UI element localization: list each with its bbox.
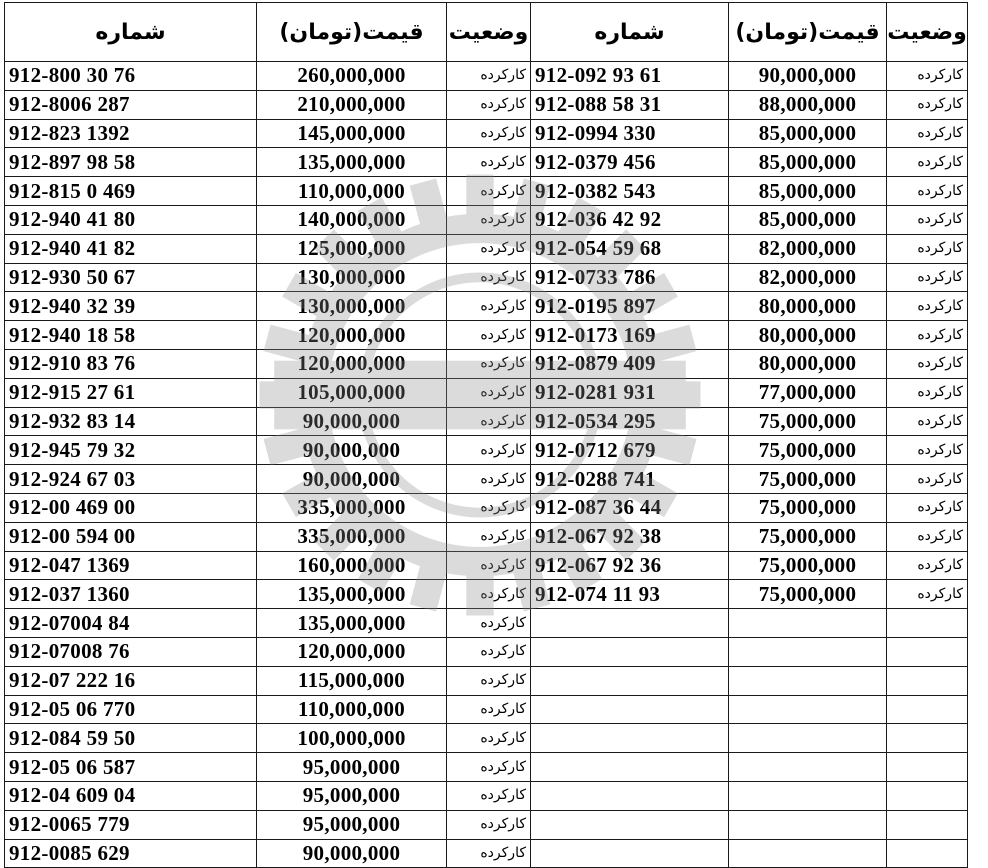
left-number-cell: 912-945 79 32 bbox=[5, 436, 257, 465]
left-number-cell: 912-930 50 67 bbox=[5, 263, 257, 292]
price-list-table bbox=[4, 2, 968, 868]
right-status-cell: کارکرده bbox=[887, 522, 968, 551]
right-number-cell: 912-0379 456 bbox=[531, 148, 729, 177]
empty-cell bbox=[531, 724, 729, 753]
right-number-cell: 912-0712 679 bbox=[531, 436, 729, 465]
left-price-cell: 110,000,000 bbox=[257, 695, 447, 724]
table-row bbox=[5, 436, 968, 465]
left-status-cell: کارکرده bbox=[447, 177, 531, 206]
empty-cell bbox=[729, 839, 887, 868]
left-price-cell: 260,000,000 bbox=[257, 62, 447, 91]
left-number-cell: 912-07 222 16 bbox=[5, 666, 257, 695]
right-status-cell: کارکرده bbox=[887, 465, 968, 494]
left-status-cell: کارکرده bbox=[447, 810, 531, 839]
right-price-cell: 85,000,000 bbox=[729, 177, 887, 206]
left-status-cell: کارکرده bbox=[447, 62, 531, 91]
empty-cell bbox=[531, 637, 729, 666]
left-status-cell: کارکرده bbox=[447, 522, 531, 551]
left-status-cell: کارکرده bbox=[447, 839, 531, 868]
table-row bbox=[5, 62, 968, 91]
left-number-cell: 912-8006 287 bbox=[5, 90, 257, 119]
table-row bbox=[5, 839, 968, 868]
empty-cell bbox=[729, 781, 887, 810]
empty-cell bbox=[531, 609, 729, 638]
left-price-cell: 95,000,000 bbox=[257, 781, 447, 810]
right-price-cell: 82,000,000 bbox=[729, 263, 887, 292]
empty-cell bbox=[729, 724, 887, 753]
right-number-cell: 912-088 58 31 bbox=[531, 90, 729, 119]
table-row bbox=[5, 148, 968, 177]
right-price-cell: 85,000,000 bbox=[729, 119, 887, 148]
left-number-cell: 912-05 06 587 bbox=[5, 753, 257, 782]
left-number-cell: 912-897 98 58 bbox=[5, 148, 257, 177]
left-number-cell: 912-815 0 469 bbox=[5, 177, 257, 206]
right-number-cell: 912-0994 330 bbox=[531, 119, 729, 148]
right-status-cell: کارکرده bbox=[887, 90, 968, 119]
right-number-cell: 912-0173 169 bbox=[531, 321, 729, 350]
right-number-cell: 912-0288 741 bbox=[531, 465, 729, 494]
left-price-cell: 105,000,000 bbox=[257, 378, 447, 407]
left-number-cell: 912-07004 84 bbox=[5, 609, 257, 638]
left-price-cell: 160,000,000 bbox=[257, 551, 447, 580]
empty-cell bbox=[531, 666, 729, 695]
left-price-cell: 135,000,000 bbox=[257, 609, 447, 638]
empty-cell bbox=[887, 695, 968, 724]
left-number-cell: 912-800 30 76 bbox=[5, 62, 257, 91]
right-price-cell: 75,000,000 bbox=[729, 465, 887, 494]
table-row bbox=[5, 263, 968, 292]
right-status-cell: کارکرده bbox=[887, 119, 968, 148]
left-status-cell: کارکرده bbox=[447, 90, 531, 119]
left-number-cell: 912-00 594 00 bbox=[5, 522, 257, 551]
header-price-left: قیمت(تومان) bbox=[257, 3, 447, 62]
left-status-cell: کارکرده bbox=[447, 321, 531, 350]
table-row bbox=[5, 609, 968, 638]
left-price-cell: 135,000,000 bbox=[257, 580, 447, 609]
table-row bbox=[5, 637, 968, 666]
right-price-cell: 75,000,000 bbox=[729, 407, 887, 436]
right-number-cell: 912-092 93 61 bbox=[531, 62, 729, 91]
empty-cell bbox=[729, 753, 887, 782]
left-number-cell: 912-915 27 61 bbox=[5, 378, 257, 407]
table-row bbox=[5, 465, 968, 494]
right-price-cell: 75,000,000 bbox=[729, 580, 887, 609]
right-status-cell: کارکرده bbox=[887, 263, 968, 292]
right-number-cell: 912-054 59 68 bbox=[531, 234, 729, 263]
left-number-cell: 912-084 59 50 bbox=[5, 724, 257, 753]
header-row bbox=[5, 3, 968, 62]
left-price-cell: 95,000,000 bbox=[257, 810, 447, 839]
right-number-cell: 912-0879 409 bbox=[531, 349, 729, 378]
right-status-cell: کارکرده bbox=[887, 321, 968, 350]
right-number-cell: 912-074 11 93 bbox=[531, 580, 729, 609]
left-status-cell: کارکرده bbox=[447, 695, 531, 724]
right-number-cell: 912-067 92 38 bbox=[531, 522, 729, 551]
table-row bbox=[5, 177, 968, 206]
left-status-cell: کارکرده bbox=[447, 753, 531, 782]
empty-cell bbox=[887, 781, 968, 810]
left-status-cell: کارکرده bbox=[447, 436, 531, 465]
empty-cell bbox=[887, 609, 968, 638]
empty-cell bbox=[531, 839, 729, 868]
empty-cell bbox=[887, 637, 968, 666]
left-price-cell: 120,000,000 bbox=[257, 637, 447, 666]
left-number-cell: 912-0065 779 bbox=[5, 810, 257, 839]
left-status-cell: کارکرده bbox=[447, 609, 531, 638]
left-number-cell: 912-0085 629 bbox=[5, 839, 257, 868]
empty-cell bbox=[531, 695, 729, 724]
left-number-cell: 912-823 1392 bbox=[5, 119, 257, 148]
right-number-cell: 912-0195 897 bbox=[531, 292, 729, 321]
right-price-cell: 77,000,000 bbox=[729, 378, 887, 407]
left-number-cell: 912-940 41 80 bbox=[5, 205, 257, 234]
left-price-cell: 120,000,000 bbox=[257, 321, 447, 350]
table-row bbox=[5, 551, 968, 580]
right-price-cell: 75,000,000 bbox=[729, 522, 887, 551]
empty-cell bbox=[887, 724, 968, 753]
left-price-cell: 130,000,000 bbox=[257, 292, 447, 321]
left-number-cell: 912-940 32 39 bbox=[5, 292, 257, 321]
left-number-cell: 912-00 469 00 bbox=[5, 493, 257, 522]
left-number-cell: 912-910 83 76 bbox=[5, 349, 257, 378]
right-price-cell: 88,000,000 bbox=[729, 90, 887, 119]
left-price-cell: 90,000,000 bbox=[257, 407, 447, 436]
table-row bbox=[5, 378, 968, 407]
left-price-cell: 125,000,000 bbox=[257, 234, 447, 263]
right-price-cell: 80,000,000 bbox=[729, 349, 887, 378]
table-row bbox=[5, 695, 968, 724]
right-price-cell: 85,000,000 bbox=[729, 148, 887, 177]
right-status-cell: کارکرده bbox=[887, 234, 968, 263]
right-status-cell: کارکرده bbox=[887, 407, 968, 436]
left-price-cell: 100,000,000 bbox=[257, 724, 447, 753]
right-price-cell: 82,000,000 bbox=[729, 234, 887, 263]
left-status-cell: کارکرده bbox=[447, 637, 531, 666]
empty-cell bbox=[531, 753, 729, 782]
table-row bbox=[5, 753, 968, 782]
left-price-cell: 115,000,000 bbox=[257, 666, 447, 695]
right-price-cell: 75,000,000 bbox=[729, 551, 887, 580]
left-number-cell: 912-037 1360 bbox=[5, 580, 257, 609]
right-status-cell: کارکرده bbox=[887, 292, 968, 321]
right-price-cell: 80,000,000 bbox=[729, 321, 887, 350]
table-row bbox=[5, 810, 968, 839]
left-number-cell: 912-932 83 14 bbox=[5, 407, 257, 436]
left-price-cell: 335,000,000 bbox=[257, 522, 447, 551]
right-number-cell: 912-067 92 36 bbox=[531, 551, 729, 580]
table-row bbox=[5, 119, 968, 148]
table-row bbox=[5, 580, 968, 609]
left-status-cell: کارکرده bbox=[447, 781, 531, 810]
left-status-cell: کارکرده bbox=[447, 551, 531, 580]
empty-cell bbox=[729, 810, 887, 839]
table-row bbox=[5, 90, 968, 119]
table-row bbox=[5, 321, 968, 350]
left-number-cell: 912-07008 76 bbox=[5, 637, 257, 666]
left-price-cell: 120,000,000 bbox=[257, 349, 447, 378]
right-number-cell: 912-036 42 92 bbox=[531, 205, 729, 234]
left-price-cell: 135,000,000 bbox=[257, 148, 447, 177]
header-status-left: وضعیت bbox=[447, 3, 531, 62]
table-row bbox=[5, 666, 968, 695]
right-status-cell: کارکرده bbox=[887, 62, 968, 91]
empty-cell bbox=[887, 839, 968, 868]
left-number-cell: 912-924 67 03 bbox=[5, 465, 257, 494]
empty-cell bbox=[531, 810, 729, 839]
left-price-cell: 335,000,000 bbox=[257, 493, 447, 522]
empty-cell bbox=[729, 695, 887, 724]
left-price-cell: 90,000,000 bbox=[257, 465, 447, 494]
table-row bbox=[5, 724, 968, 753]
left-status-cell: کارکرده bbox=[447, 292, 531, 321]
right-number-cell: 912-0281 931 bbox=[531, 378, 729, 407]
left-status-cell: کارکرده bbox=[447, 378, 531, 407]
left-status-cell: کارکرده bbox=[447, 724, 531, 753]
left-status-cell: کارکرده bbox=[447, 666, 531, 695]
right-price-cell: 90,000,000 bbox=[729, 62, 887, 91]
empty-cell bbox=[729, 609, 887, 638]
right-price-cell: 80,000,000 bbox=[729, 292, 887, 321]
table-row bbox=[5, 407, 968, 436]
left-status-cell: کارکرده bbox=[447, 407, 531, 436]
empty-cell bbox=[729, 666, 887, 695]
header-price-right: قیمت(تومان) bbox=[729, 3, 887, 62]
right-price-cell: 75,000,000 bbox=[729, 493, 887, 522]
left-price-cell: 145,000,000 bbox=[257, 119, 447, 148]
table-row bbox=[5, 205, 968, 234]
left-price-cell: 90,000,000 bbox=[257, 839, 447, 868]
left-number-cell: 912-940 41 82 bbox=[5, 234, 257, 263]
left-status-cell: کارکرده bbox=[447, 205, 531, 234]
left-price-cell: 95,000,000 bbox=[257, 753, 447, 782]
left-status-cell: کارکرده bbox=[447, 263, 531, 292]
left-status-cell: کارکرده bbox=[447, 349, 531, 378]
table-row bbox=[5, 493, 968, 522]
right-number-cell: 912-0382 543 bbox=[531, 177, 729, 206]
right-status-cell: کارکرده bbox=[887, 177, 968, 206]
right-status-cell: کارکرده bbox=[887, 205, 968, 234]
right-status-cell: کارکرده bbox=[887, 349, 968, 378]
left-status-cell: کارکرده bbox=[447, 234, 531, 263]
right-status-cell: کارکرده bbox=[887, 378, 968, 407]
right-number-cell: 912-0733 786 bbox=[531, 263, 729, 292]
left-status-cell: کارکرده bbox=[447, 148, 531, 177]
left-price-cell: 130,000,000 bbox=[257, 263, 447, 292]
table-row bbox=[5, 292, 968, 321]
header-number-right: شماره bbox=[531, 3, 729, 62]
right-status-cell: کارکرده bbox=[887, 148, 968, 177]
left-number-cell: 912-05 06 770 bbox=[5, 695, 257, 724]
left-status-cell: کارکرده bbox=[447, 465, 531, 494]
right-status-cell: کارکرده bbox=[887, 436, 968, 465]
left-price-cell: 110,000,000 bbox=[257, 177, 447, 206]
empty-cell bbox=[887, 753, 968, 782]
right-status-cell: کارکرده bbox=[887, 493, 968, 522]
table-row bbox=[5, 522, 968, 551]
right-price-cell: 85,000,000 bbox=[729, 205, 887, 234]
right-number-cell: 912-087 36 44 bbox=[531, 493, 729, 522]
right-status-cell: کارکرده bbox=[887, 551, 968, 580]
left-number-cell: 912-047 1369 bbox=[5, 551, 257, 580]
empty-cell bbox=[887, 810, 968, 839]
left-number-cell: 912-940 18 58 bbox=[5, 321, 257, 350]
header-status-right: وضعیت bbox=[887, 3, 968, 62]
empty-cell bbox=[729, 637, 887, 666]
table-row bbox=[5, 234, 968, 263]
left-status-cell: کارکرده bbox=[447, 119, 531, 148]
left-number-cell: 912-04 609 04 bbox=[5, 781, 257, 810]
left-status-cell: کارکرده bbox=[447, 580, 531, 609]
table-row bbox=[5, 781, 968, 810]
left-price-cell: 140,000,000 bbox=[257, 205, 447, 234]
left-price-cell: 210,000,000 bbox=[257, 90, 447, 119]
table-row bbox=[5, 349, 968, 378]
right-status-cell: کارکرده bbox=[887, 580, 968, 609]
header-number-left: شماره bbox=[5, 3, 257, 62]
right-number-cell: 912-0534 295 bbox=[531, 407, 729, 436]
right-price-cell: 75,000,000 bbox=[729, 436, 887, 465]
left-status-cell: کارکرده bbox=[447, 493, 531, 522]
left-price-cell: 90,000,000 bbox=[257, 436, 447, 465]
empty-cell bbox=[887, 666, 968, 695]
empty-cell bbox=[531, 781, 729, 810]
